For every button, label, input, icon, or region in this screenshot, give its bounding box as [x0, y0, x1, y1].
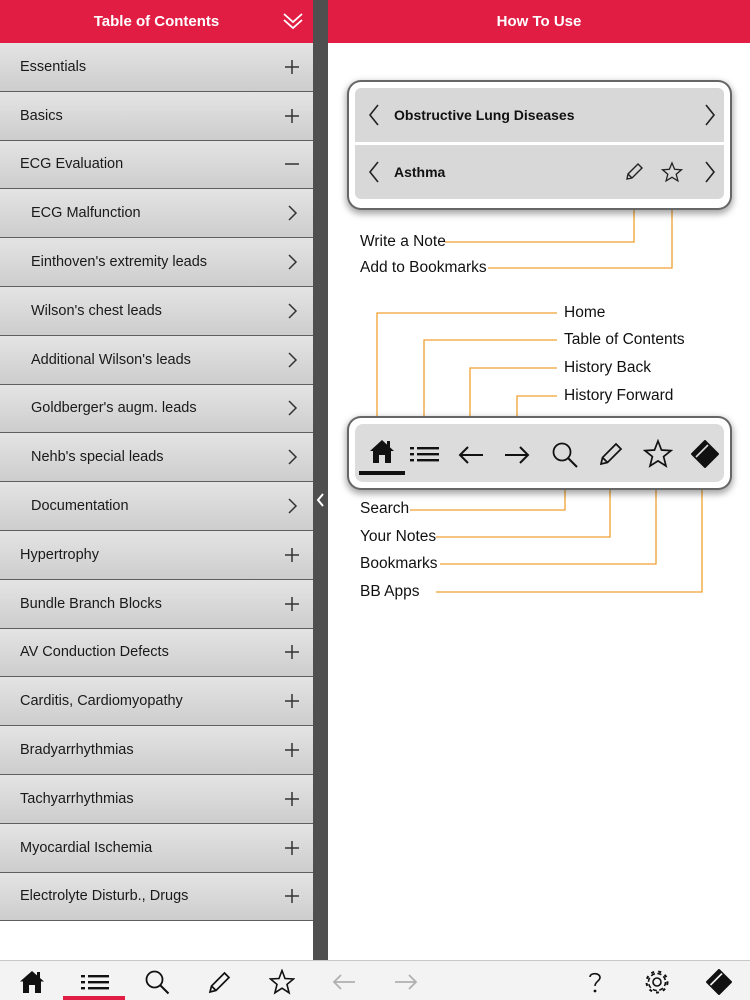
example-toolbar-card — [349, 418, 730, 488]
chevron-left-icon[interactable] — [367, 103, 381, 127]
pencil-icon[interactable] — [623, 161, 645, 183]
chapter-row — [355, 88, 724, 142]
toc-list — [0, 43, 313, 921]
bb-apps-icon[interactable] — [691, 440, 719, 468]
toc-item[interactable] — [0, 531, 313, 580]
toc-item-label: Essentials — [20, 58, 87, 75]
toc-item-label: Bradyarrhythmias — [20, 742, 134, 759]
toc-panel — [0, 0, 313, 960]
toc-item-label: Basics — [20, 107, 63, 124]
toc-header — [0, 0, 313, 43]
plus-icon — [283, 887, 301, 905]
plus-icon — [283, 839, 301, 857]
annotation-write-note: Write a Note — [360, 233, 446, 250]
chevron-right-icon — [283, 399, 301, 417]
bottom-toolbar — [0, 960, 750, 1000]
toc-item[interactable] — [0, 824, 313, 873]
annotation-bb-apps: BB Apps — [360, 583, 420, 600]
home-active-underline — [359, 471, 405, 475]
annotation-your-notes: Your Notes — [360, 528, 437, 545]
plus-icon — [283, 790, 301, 808]
annotation-history-forward: History Forward — [564, 387, 674, 404]
toc-item[interactable] — [0, 580, 313, 629]
plus-icon — [283, 107, 301, 125]
how-to-use-panel — [328, 0, 750, 960]
topic-title: Asthma — [394, 164, 446, 180]
toc-item[interactable] — [0, 141, 313, 190]
toc-item-label: ECG Evaluation — [20, 156, 124, 173]
chevron-right-icon — [283, 302, 301, 320]
toc-item-label: Nehb's special leads — [31, 449, 164, 466]
chevron-left-icon[interactable] — [367, 160, 381, 184]
toc-item-label: Bundle Branch Blocks — [20, 595, 162, 612]
toc-item[interactable] — [0, 726, 313, 775]
star-icon[interactable] — [661, 161, 683, 183]
toc-item-label: Documentation — [31, 498, 129, 515]
chevron-right-icon — [283, 351, 301, 369]
toc-item[interactable] — [0, 189, 313, 238]
toc-item[interactable] — [0, 433, 313, 482]
chevron-right-icon — [283, 204, 301, 222]
bottom-toolbar-active-indicator — [63, 996, 125, 1000]
arrow-left-icon[interactable] — [457, 444, 485, 466]
toc-item[interactable] — [0, 677, 313, 726]
bb-apps-icon[interactable] — [706, 969, 732, 995]
chevron-right-icon[interactable] — [703, 160, 717, 184]
toc-item-label: ECG Malfunction — [31, 205, 141, 222]
toc-item-label: Wilson's chest leads — [31, 302, 162, 319]
chevron-right-icon — [283, 253, 301, 271]
home-icon[interactable] — [369, 438, 395, 466]
gear-icon[interactable] — [644, 969, 670, 995]
chevron-right-icon — [283, 448, 301, 466]
toc-item[interactable] — [0, 629, 313, 678]
plus-icon — [283, 546, 301, 564]
chevron-right-icon — [283, 497, 301, 515]
toc-item-label: Myocardial Ischemia — [20, 839, 153, 856]
toc-item-label: Additional Wilson's leads — [31, 351, 191, 368]
list-icon[interactable] — [80, 969, 110, 995]
annotation-toc: Table of Contents — [564, 331, 685, 348]
how-to-use-header — [328, 0, 750, 43]
search-icon[interactable] — [144, 969, 170, 995]
annotation-history-back: History Back — [564, 359, 651, 376]
annotation-search: Search — [360, 500, 410, 517]
arrow-right-icon[interactable] — [393, 969, 419, 995]
toc-item[interactable] — [0, 336, 313, 385]
toc-item-label: AV Conduction Defects — [20, 644, 169, 661]
plus-icon — [283, 692, 301, 710]
toc-item[interactable] — [0, 92, 313, 141]
toc-item-label: Carditis, Cardiomyopathy — [20, 693, 183, 710]
annotation-add-bookmarks: Add to Bookmarks — [360, 259, 487, 276]
plus-icon — [283, 595, 301, 613]
list-icon[interactable] — [409, 444, 441, 464]
chevron-right-icon[interactable] — [703, 103, 717, 127]
toc-item[interactable] — [0, 385, 313, 434]
toc-item-label: Tachyarrhythmias — [20, 790, 134, 807]
toc-item-label: Einthoven's extremity leads — [31, 254, 208, 271]
arrow-right-icon[interactable] — [503, 444, 531, 466]
home-icon[interactable] — [19, 969, 45, 995]
split-divider[interactable] — [313, 0, 328, 960]
minus-icon — [283, 155, 301, 173]
toc-item[interactable] — [0, 482, 313, 531]
toc-item[interactable] — [0, 43, 313, 92]
pencil-icon[interactable] — [207, 969, 233, 995]
search-icon[interactable] — [551, 441, 579, 469]
toc-item-label: Goldberger's augm. leads — [31, 400, 197, 417]
plus-icon — [283, 741, 301, 759]
toc-header-title: Table of Contents — [93, 13, 220, 30]
arrow-left-icon[interactable] — [331, 969, 357, 995]
plus-icon — [283, 643, 301, 661]
chapter-title: Obstructive Lung Diseases — [394, 107, 575, 123]
example-toolbar — [355, 424, 724, 482]
chevron-left-icon[interactable] — [315, 490, 326, 510]
toc-item-label: Hypertrophy — [20, 546, 99, 563]
star-icon[interactable] — [643, 439, 673, 469]
double-chevron-down-icon[interactable] — [281, 10, 305, 32]
toc-item-label: Electrolyte Disturb., Drugs — [20, 888, 189, 905]
toc-item[interactable] — [0, 238, 313, 287]
annotation-bookmarks: Bookmarks — [360, 555, 438, 572]
annotation-home: Home — [564, 304, 606, 321]
toc-item[interactable] — [0, 775, 313, 824]
pencil-icon[interactable] — [597, 440, 625, 468]
plus-icon — [283, 58, 301, 76]
example-navigation-card — [349, 82, 730, 208]
toc-item[interactable] — [0, 873, 313, 922]
help-icon[interactable] — [582, 969, 608, 995]
toc-item[interactable] — [0, 287, 313, 336]
topic-row — [355, 145, 724, 199]
how-to-use-title: How To Use — [496, 13, 582, 30]
star-icon[interactable] — [269, 969, 295, 995]
